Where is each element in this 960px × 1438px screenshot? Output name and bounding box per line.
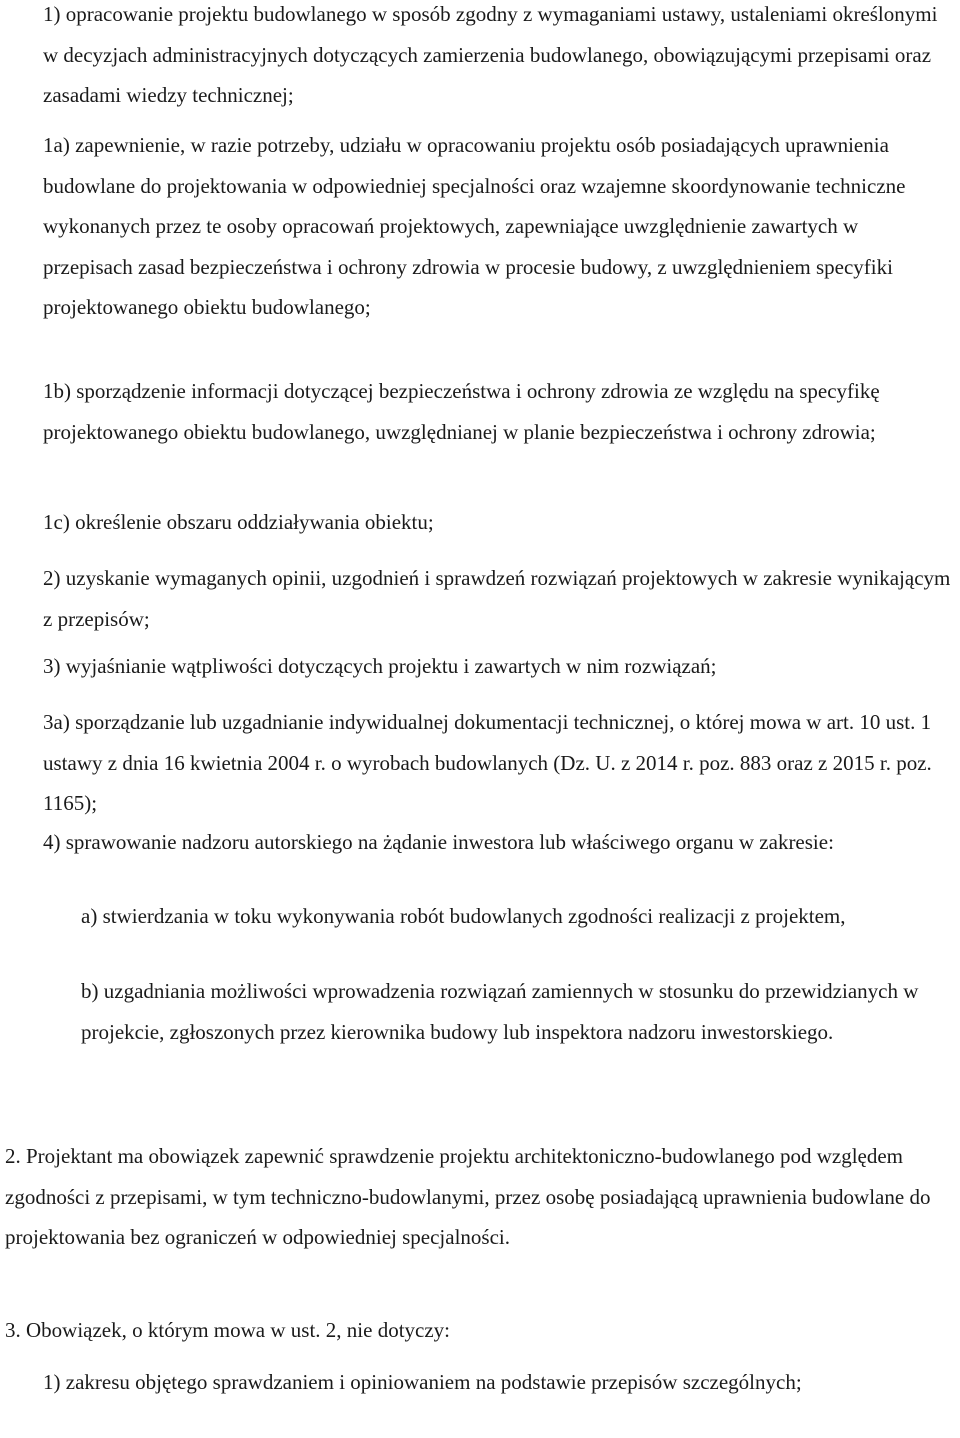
list-item-4: 4) sprawowanie nadzoru autorskiego na żądanie inwestora lub właściwego organu w zakresie: — [43, 830, 834, 854]
list-item-1b: 1b) sporządzenie informacji dotyczącej bezpieczeństwa i ochrony zdrowia ze względu na specyfikę projektowanego obiektu budowlanego, uwzględnianej w planie bezpieczeństwa i ochrony zdrowia; — [43, 379, 880, 444]
list-item-4a: a) stwierdzania w toku wykonywania robót budowlanych zgodności realizacji z projektem, — [81, 904, 846, 928]
list-item-4b: b) uzgadniania możliwości wprowadzenia rozwiązań zamiennych w stosunku do przewidzianych w projekcie, zgłoszonych przez kierownika budowy lub inspektora nadzoru inwestorskiego. — [81, 979, 919, 1044]
list-item-1a: 1a) zapewnienie, w razie potrzeby, udziału w opracowaniu projektu osób posiadających uprawnienia budowlane do projektowania w odpowiedniej specjalności oraz wzajemne skoordynowanie techniczne wykonanych przez te osoby opracowań projektowych, zapewniające uwzględnienie zawartych w przepisach zasad bezpieczeństwa i ochrony zdrowia w procesie budowy, z uwzględnieniem specyfiki projektowanego obiektu budowlanego; — [43, 133, 906, 319]
list-item-2: 2) uzyskanie wymaganych opinii, uzgodnień i sprawdzeń rozwiązań projektowych w zakresie wynikającym z przepisów; — [43, 566, 951, 631]
section-3-list-item-1: 1) zakresu objętego sprawdzaniem i opiniowaniem na podstawie przepisów szczególnych; — [43, 1370, 802, 1394]
list-item-1: 1) opracowanie projektu budowlanego w sposób zgodny z wymaganiami ustawy, ustaleniami określonymi w decyzjach administracyjnych dotyczących zamierzenia budowlanego, obowiązującymi przepisami oraz zasadami wiedzy technicznej; — [43, 2, 938, 107]
list-item-3: 3) wyjaśnianie wątpliwości dotyczących projektu i zawartych w nim rozwiązań; — [43, 654, 717, 678]
section-3-heading: 3. Obowiązek, o którym mowa w ust. 2, nie dotyczy: — [5, 1318, 450, 1342]
section-2-paragraph: 2. Projektant ma obowiązek zapewnić sprawdzenie projektu architektoniczno-budowlanego pod względem zgodności z przepisami, w tym techniczno-budowlanymi, przez osobę posiadającą uprawnienia budowlane do projektowania bez ograniczeń w odpowiedniej specjalności. — [5, 1144, 931, 1249]
list-item-1c: 1c) określenie obszaru oddziaływania obiektu; — [43, 510, 434, 534]
list-item-3a: 3a) sporządzanie lub uzgadnianie indywidualnej dokumentacji technicznej, o której mowa w art. 10 ust. 1 ustawy z dnia 16 kwietnia 2004 r. o wyrobach budowlanych (Dz. U. z 2014 r. poz. 883 oraz z 2015 r. poz. 1165); — [43, 710, 932, 815]
